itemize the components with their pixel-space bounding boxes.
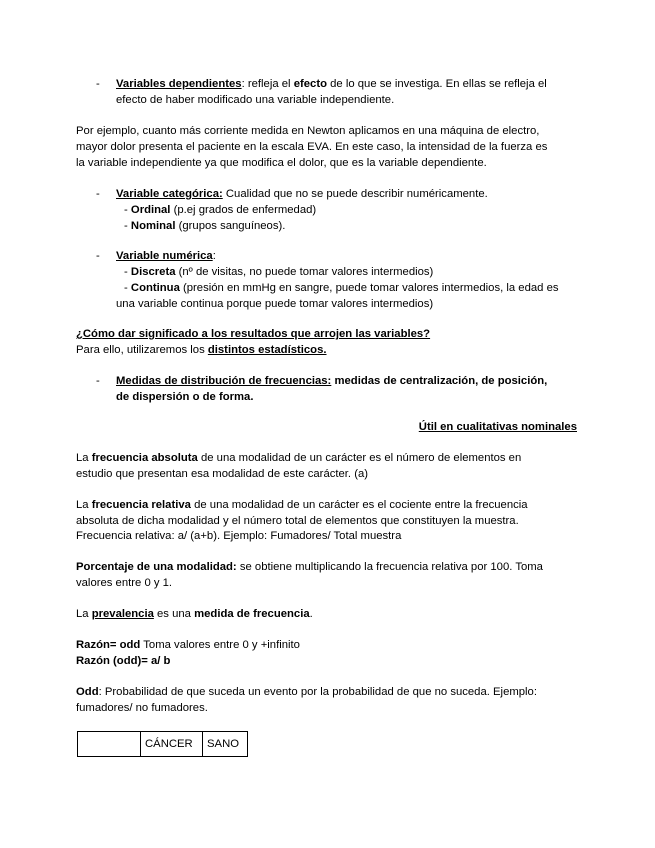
table-header-cancer: CÁNCER <box>141 732 203 757</box>
bullet-dash: - <box>96 250 100 262</box>
freq-rel-c: de una modalidad de un carácter es el cociente entre la frecuencia <box>190 499 528 511</box>
contingency-table <box>77 731 248 757</box>
freq-rel-line-3: Frecuencia relativa: a/ (a+b). Ejemplo: Fumadores/ Total muestra <box>76 530 402 542</box>
question-title: ¿Cómo dar significado a los resultados que arrojen las variables? <box>76 328 431 340</box>
var-dep-line-2: efecto de haber modificado una variable independiente. <box>116 94 395 106</box>
medidas-label: Medidas de distribución de frecuencias: <box>116 375 332 387</box>
discreta-line <box>124 264 433 280</box>
nominal-label: Nominal <box>130 220 176 232</box>
razon-label: Razón= odd <box>76 639 141 651</box>
var-num-line <box>116 248 216 264</box>
var-cat-line <box>116 186 488 202</box>
freq-rel-a: La <box>76 499 92 511</box>
continua-line <box>124 280 559 296</box>
freq-rel-line-2: absoluta de dicha modalidad y el número total de elementos que constituyen la muestra. <box>76 515 519 527</box>
table-row <box>78 732 248 757</box>
var-dep-line-1 <box>116 76 547 92</box>
estadisticos-label: distintos estadísticos. <box>207 344 327 356</box>
var-num-label: Variable numérica <box>116 250 213 262</box>
odd-label: Odd <box>76 686 99 698</box>
freq-abs-a: La <box>76 452 92 464</box>
freq-abs-term: frecuencia absoluta <box>91 452 198 464</box>
freq-abs-c: de una modalidad de un carácter es el número de elementos en <box>197 452 522 464</box>
freq-rel-term: frecuencia relativa <box>91 499 191 511</box>
porcentaje-rest: se obtiene multiplicando la frecuencia relativa por 100. Toma <box>236 561 543 573</box>
medidas-rest: medidas de centralización, de posición, <box>331 375 548 387</box>
prevalencia-c: es una <box>153 608 195 620</box>
var-dep-label: Variables dependientes <box>116 78 242 90</box>
odd-line-1 <box>76 684 537 700</box>
var-cat-label: Variable categórica: <box>116 188 223 200</box>
util-label: Útil en cualitativas nominales <box>418 421 577 433</box>
example-line-2: mayor dolor presenta el paciente en la escala EVA. En este caso, la intensidad de la fuerza es <box>76 141 548 153</box>
prevalencia-a: La <box>76 608 92 620</box>
question-text: Para ello, utilizaremos los <box>76 344 208 356</box>
ordinal-label: Ordinal <box>130 204 171 216</box>
question-line-2 <box>76 342 327 358</box>
odd-line-2: fumadores/ no fumadores. <box>76 702 208 714</box>
bullet-dash: - <box>96 188 100 200</box>
porcentaje-line-1 <box>76 559 543 575</box>
table-cell-empty <box>78 732 141 757</box>
medida-frecuencia-term: medida de frecuencia <box>194 608 310 620</box>
freq-rel-line-1 <box>76 497 528 513</box>
bullet-dash: - <box>96 375 100 387</box>
nominal-prefix: - <box>124 220 131 232</box>
porcentaje-line-2: valores entre 0 y 1. <box>76 577 173 589</box>
continua-line-2: una variable continua porque puede tomar valores intermedios) <box>116 298 434 310</box>
nominal-desc: (grupos sanguíneos). <box>175 220 286 232</box>
prevalencia-term: prevalencia <box>91 608 154 620</box>
freq-abs-line-1 <box>76 450 521 466</box>
continua-label: Continua <box>130 282 180 294</box>
medidas-line-1 <box>116 373 547 389</box>
discreta-prefix: - <box>124 266 131 278</box>
razon-line-1 <box>76 637 300 653</box>
var-num-colon: : <box>212 250 216 262</box>
example-line-1: Por ejemplo, cuanto más corriente medida en Newton aplicamos en una máquina de electro, <box>76 125 540 137</box>
razon-line-2: Razón (odd)= a/ b <box>76 655 171 667</box>
ordinal-prefix: - <box>124 204 131 216</box>
odd-rest: : Probabilidad de que suceda un evento por la probabilidad de que no suceda. Ejemplo: <box>98 686 537 698</box>
razon-rest: Toma valores entre 0 y +infinito <box>140 639 300 651</box>
discreta-label: Discreta <box>130 266 176 278</box>
continua-desc: (presión en mmHg en sangre, puede tomar valores intermedios, la edad es <box>179 282 559 294</box>
freq-abs-line-2: estudio que presentan esa modalidad de este carácter. (a) <box>76 468 369 480</box>
continua-prefix: - <box>124 282 131 294</box>
prevalencia-e: . <box>309 608 313 620</box>
ordinal-line <box>124 202 316 218</box>
example-line-3: la variable independiente ya que modifica el dolor, que es la variable dependiente. <box>76 157 487 169</box>
table-header-sano: SANO <box>203 732 248 757</box>
porcentaje-label: Porcentaje de una modalidad: <box>76 561 237 573</box>
prevalencia-line <box>76 606 313 622</box>
var-dep-text-a: : refleja el <box>241 78 294 90</box>
bullet-dash: - <box>96 78 100 90</box>
ordinal-desc: (p.ej grados de enfermedad) <box>170 204 317 216</box>
var-dep-text-c: de lo que se investiga. En ellas se refleja el <box>326 78 547 90</box>
var-cat-desc: Cualidad que no se puede describir numéricamente. <box>222 188 488 200</box>
nominal-line <box>124 218 285 234</box>
var-dep-efecto: efecto <box>293 78 327 90</box>
medidas-line-2: de dispersión o de forma. <box>116 391 254 403</box>
discreta-desc: (nº de visitas, no puede tomar valores intermedios) <box>175 266 434 278</box>
